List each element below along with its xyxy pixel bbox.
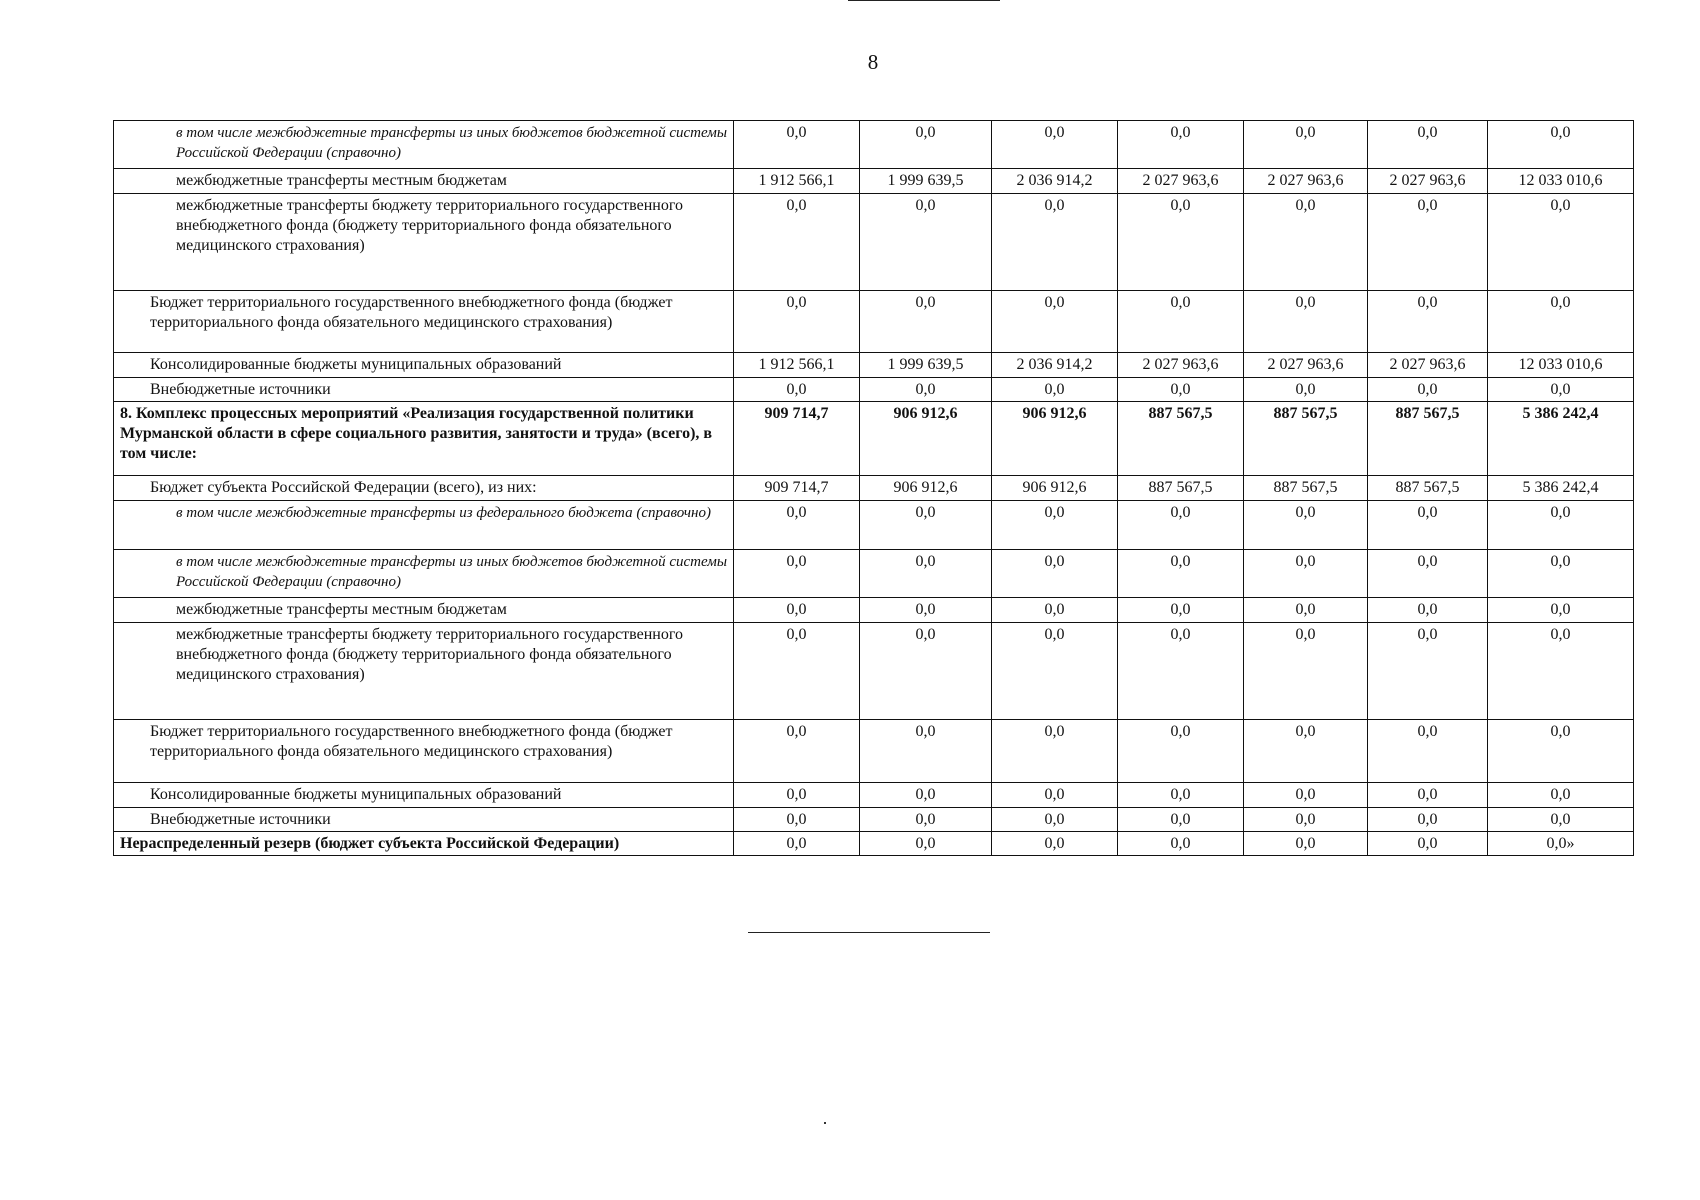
value-cell: 0,0 [734, 783, 860, 808]
value-cell: 0,0 [734, 832, 860, 856]
table-row [114, 121, 1634, 169]
value-cell: 0,0 [1118, 291, 1244, 353]
value-cell: 0,0 [1244, 121, 1368, 169]
value-cell: 0,0 [992, 501, 1118, 550]
table-row [114, 550, 1634, 598]
table-row [114, 194, 1634, 291]
table-row [114, 378, 1634, 402]
value-cell: 0,0 [1244, 783, 1368, 808]
table-row [114, 402, 1634, 476]
value-cell: 0,0 [1244, 194, 1368, 291]
value-cell: 0,0 [860, 720, 992, 783]
value-cell: 0,0 [1488, 720, 1634, 783]
value-cell: 0,0 [1244, 832, 1368, 856]
value-cell: 0,0 [1118, 378, 1244, 402]
value-cell: 887 567,5 [1244, 476, 1368, 501]
value-cell: 0,0 [992, 194, 1118, 291]
value-cell: 0,0 [734, 291, 860, 353]
table-row [114, 598, 1634, 623]
row-label: в том числе межбюджетные трансферты из иных бюджетов бюджетной системы Российской Федерации (справочно) [114, 550, 734, 598]
value-cell: 0,0 [1118, 501, 1244, 550]
table-row [114, 476, 1634, 501]
value-cell: 2 027 963,6 [1244, 169, 1368, 194]
value-cell: 0,0 [734, 501, 860, 550]
value-cell: 0,0 [992, 378, 1118, 402]
value-cell: 0,0 [860, 550, 992, 598]
value-cell: 0,0 [1118, 808, 1244, 832]
value-cell: 0,0 [1368, 291, 1488, 353]
value-cell: 0,0 [1488, 194, 1634, 291]
value-cell: 0,0 [860, 501, 992, 550]
value-cell: 0,0 [1488, 623, 1634, 720]
value-cell: 0,0 [1488, 378, 1634, 402]
value-cell: 0,0 [860, 808, 992, 832]
value-cell: 0,0 [734, 720, 860, 783]
value-cell: 1 999 639,5 [860, 353, 992, 378]
value-cell: 0,0 [1368, 720, 1488, 783]
value-cell: 909 714,7 [734, 476, 860, 501]
value-cell: 887 567,5 [1118, 476, 1244, 501]
row-label: Внебюджетные источники [114, 808, 734, 832]
value-cell: 906 912,6 [860, 476, 992, 501]
row-label: межбюджетные трансферты местным бюджетам [114, 598, 734, 623]
row-label: Консолидированные бюджеты муниципальных образований [114, 783, 734, 808]
table-row [114, 623, 1634, 720]
value-cell: 0,0 [1118, 598, 1244, 623]
value-cell: 0,0 [1488, 501, 1634, 550]
value-cell: 0,0 [860, 623, 992, 720]
value-cell: 2 027 963,6 [1118, 169, 1244, 194]
value-cell: 906 912,6 [860, 402, 992, 476]
table-row [114, 808, 1634, 832]
value-cell: 0,0 [992, 832, 1118, 856]
value-cell: 1 912 566,1 [734, 169, 860, 194]
table-row [114, 501, 1634, 550]
value-cell: 0,0 [1118, 550, 1244, 598]
value-cell: 0,0 [1368, 808, 1488, 832]
row-label: Внебюджетные источники [114, 378, 734, 402]
value-cell: 0,0 [734, 808, 860, 832]
value-cell: 0,0 [734, 598, 860, 623]
value-cell: 0,0 [1244, 720, 1368, 783]
row-label: Бюджет субъекта Российской Федерации (всего), из них: [114, 476, 734, 501]
value-cell: 0,0 [860, 291, 992, 353]
budget-table-body [114, 121, 1634, 856]
value-cell: 0,0 [1118, 720, 1244, 783]
table-row [114, 832, 1634, 856]
bottom-rule [748, 932, 990, 933]
value-cell: 5 386 242,4 [1488, 476, 1634, 501]
value-cell: 0,0 [1118, 194, 1244, 291]
value-cell: 0,0 [1118, 121, 1244, 169]
top-rule [848, 0, 1000, 1]
page-number: 8 [867, 50, 879, 74]
table-row [114, 720, 1634, 783]
value-cell: 0,0 [860, 121, 992, 169]
row-label: Бюджет территориального государственного внебюджетного фонда (бюджет территориального фонда обязательного медицинского страхования) [114, 720, 734, 783]
value-cell: 5 386 242,4 [1488, 402, 1634, 476]
value-cell: 0,0 [1368, 550, 1488, 598]
value-cell: 1 912 566,1 [734, 353, 860, 378]
value-cell: 0,0 [1488, 598, 1634, 623]
value-cell: 0,0 [1368, 121, 1488, 169]
value-cell: 0,0 [1488, 550, 1634, 598]
value-cell: 0,0 [860, 598, 992, 623]
value-cell: 0,0 [992, 720, 1118, 783]
value-cell: 887 567,5 [1244, 402, 1368, 476]
table-row [114, 291, 1634, 353]
value-cell: 0,0 [1368, 378, 1488, 402]
value-cell: 0,0 [1488, 808, 1634, 832]
value-cell: 0,0 [860, 194, 992, 291]
value-cell: 0,0 [1244, 808, 1368, 832]
value-cell: 0,0 [1488, 291, 1634, 353]
value-cell: 0,0 [1488, 783, 1634, 808]
value-cell: 2 036 914,2 [992, 169, 1118, 194]
value-cell: 1 999 639,5 [860, 169, 992, 194]
value-cell: 2 027 963,6 [1244, 353, 1368, 378]
value-cell: 0,0» [1488, 832, 1634, 856]
value-cell: 0,0 [992, 598, 1118, 623]
value-cell: 0,0 [1368, 783, 1488, 808]
value-cell: 0,0 [1368, 194, 1488, 291]
value-cell: 906 912,6 [992, 476, 1118, 501]
row-label: межбюджетные трансферты местным бюджетам [114, 169, 734, 194]
budget-table [113, 120, 1634, 856]
value-cell: 0,0 [1488, 121, 1634, 169]
value-cell: 0,0 [734, 194, 860, 291]
value-cell: 0,0 [1368, 832, 1488, 856]
value-cell: 0,0 [1368, 598, 1488, 623]
row-label: межбюджетные трансферты бюджету территориального государственного внебюджетного фонда (бюджету территориального фонда обязательного медицинского страхования) [114, 194, 734, 291]
value-cell: 0,0 [734, 623, 860, 720]
table-row [114, 783, 1634, 808]
value-cell: 12 033 010,6 [1488, 353, 1634, 378]
value-cell: 0,0 [734, 378, 860, 402]
value-cell: 0,0 [1244, 501, 1368, 550]
value-cell: 0,0 [734, 121, 860, 169]
value-cell: 0,0 [860, 378, 992, 402]
value-cell: 0,0 [992, 550, 1118, 598]
row-label: Консолидированные бюджеты муниципальных образований [114, 353, 734, 378]
value-cell: 0,0 [1368, 623, 1488, 720]
row-label: в том числе межбюджетные трансферты из иных бюджетов бюджетной системы Российской Федерации (справочно) [114, 121, 734, 169]
value-cell: 0,0 [992, 783, 1118, 808]
value-cell: 909 714,7 [734, 402, 860, 476]
value-cell: 2 027 963,6 [1368, 353, 1488, 378]
value-cell: 906 912,6 [992, 402, 1118, 476]
value-cell: 0,0 [1244, 623, 1368, 720]
value-cell: 887 567,5 [1368, 402, 1488, 476]
value-cell: 0,0 [860, 783, 992, 808]
stray-dot [824, 1122, 826, 1124]
row-label: Бюджет территориального государственного внебюджетного фонда (бюджет территориального фонда обязательного медицинского страхования) [114, 291, 734, 353]
value-cell: 2 027 963,6 [1118, 353, 1244, 378]
value-cell: 0,0 [1118, 783, 1244, 808]
table-row [114, 169, 1634, 194]
value-cell: 0,0 [860, 832, 992, 856]
value-cell: 887 567,5 [1368, 476, 1488, 501]
value-cell: 2 027 963,6 [1368, 169, 1488, 194]
row-label: Нераспределенный резерв (бюджет субъекта Российской Федерации) [114, 832, 734, 856]
value-cell: 0,0 [1368, 501, 1488, 550]
table-row [114, 353, 1634, 378]
value-cell: 0,0 [992, 291, 1118, 353]
value-cell: 0,0 [1244, 598, 1368, 623]
value-cell: 0,0 [992, 121, 1118, 169]
row-label: в том числе межбюджетные трансферты из федерального бюджета (справочно) [114, 501, 734, 550]
value-cell: 0,0 [1118, 623, 1244, 720]
value-cell: 0,0 [1244, 550, 1368, 598]
value-cell: 0,0 [1244, 291, 1368, 353]
value-cell: 0,0 [1118, 832, 1244, 856]
value-cell: 0,0 [992, 808, 1118, 832]
row-label: межбюджетные трансферты бюджету территориального государственного внебюджетного фонда (бюджету территориального фонда обязательного медицинского страхования) [114, 623, 734, 720]
value-cell: 0,0 [1244, 378, 1368, 402]
row-label: 8. Комплекс процессных мероприятий «Реализация государственной политики Мурманской области в сфере социального развития, занятости и труда» (всего), в том числе: [114, 402, 734, 476]
value-cell: 2 036 914,2 [992, 353, 1118, 378]
value-cell: 12 033 010,6 [1488, 169, 1634, 194]
value-cell: 0,0 [992, 623, 1118, 720]
value-cell: 887 567,5 [1118, 402, 1244, 476]
value-cell: 0,0 [734, 550, 860, 598]
